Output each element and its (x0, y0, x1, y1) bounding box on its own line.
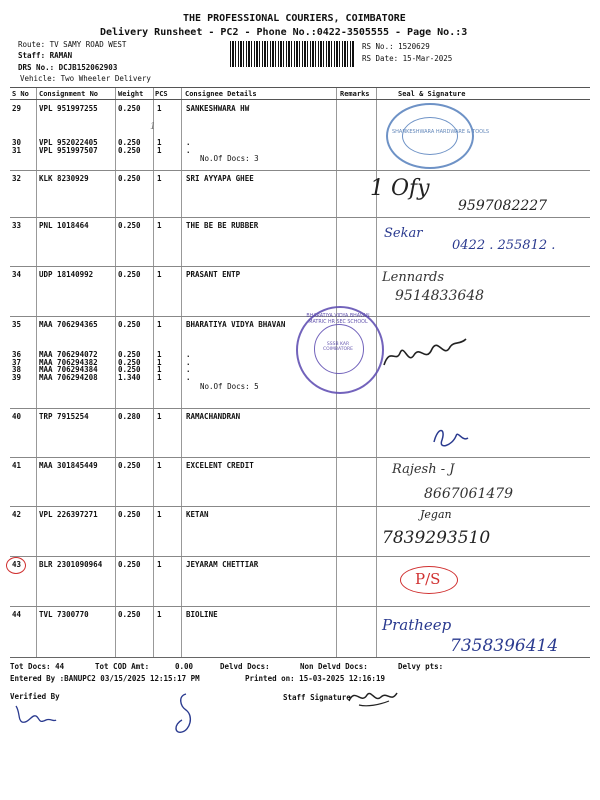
cell-cons: MAA 706294072 (39, 349, 98, 359)
cell-sno: 30 (12, 137, 22, 147)
cell-cons: VPL 952022405 (39, 137, 98, 147)
cell-pcs: 1 (157, 412, 162, 421)
cell-wt: 0.250 (118, 174, 141, 183)
cell-sno: 39 (12, 373, 22, 383)
cell-sno: 31 (12, 145, 22, 155)
footer-printed-on: Printed on: 15-03-2025 12:16:19 (245, 674, 385, 683)
handwritten-signature-40 (428, 422, 472, 452)
cell-cons: UDP 18140992 (39, 270, 94, 279)
cell-sno: 40 (12, 412, 22, 421)
cell-wt: 0.250 (118, 560, 141, 569)
handwritten-signature-35 (382, 335, 472, 375)
handwritten-phone-44: 7358396414 (450, 636, 559, 656)
col-divider (36, 88, 37, 658)
row-divider (10, 457, 590, 458)
cell-sno: 36 (12, 349, 22, 359)
drs-number: DRS No.: DCJB152062903 (18, 63, 118, 72)
cell-pcs: 1 (157, 145, 162, 155)
row-divider (10, 170, 590, 171)
handwritten-name-41: Rajesh - J (392, 462, 455, 477)
seal-stamp-sankeshwara: SHANKESHWARA HARDWARE & TOOLS (386, 103, 474, 169)
cell-cons: BLR 2301090964 (39, 560, 103, 569)
cell-wt: 0.250 (118, 137, 141, 147)
cell-sno: 34 (12, 270, 22, 279)
cell-pcs: 1 (157, 137, 162, 147)
handwritten-phone-32: 9597082227 (458, 198, 548, 214)
cell-pcs: 1 (157, 320, 162, 329)
col-divider (181, 88, 182, 658)
header-top-rule (10, 87, 590, 88)
cell-sno: 35 (12, 320, 22, 329)
cell-pcs: 1 (157, 560, 162, 569)
cell-sno: 41 (12, 461, 22, 470)
cell-cons: VPL 951997255 (39, 104, 98, 113)
cell-det: . (186, 365, 191, 375)
cell-cons: MAA 301845449 (39, 461, 98, 470)
cell-wt: 1.340 (118, 373, 141, 383)
cell-wt: 0.250 (118, 357, 141, 367)
col-header-seal: Seal & Signature (398, 90, 466, 98)
cell-det: THE BE BE RUBBER (186, 221, 259, 230)
row-divider (10, 217, 590, 218)
cell-pcs: 1 (157, 221, 162, 230)
cell-det: RAMACHANDRAN (186, 412, 241, 421)
route-label: Route: TV SAMY ROAD WEST (18, 40, 127, 49)
cell-cons: MAA 706294365 (39, 320, 98, 329)
cell-sno: 43 (12, 560, 22, 569)
runsheet-subtitle: Delivery Runsheet - PC2 - Phone No.:0422-3505555 - Page No.:3 (100, 27, 468, 38)
cell-cons: TRP 7915254 (39, 412, 89, 421)
cell-cons: MAA 706294382 (39, 357, 98, 367)
footer-tot-docs: Tot Docs: 44 (10, 662, 65, 671)
cell-det: SRI AYYAPA GHEE (186, 174, 254, 183)
col-divider (153, 88, 154, 658)
cell-wt: 0.250 (118, 610, 141, 619)
cell-pcs: 1 (157, 357, 162, 367)
cell-pcs: 1 (157, 365, 162, 375)
handwritten-signature-32: 1 Ofy (370, 176, 430, 201)
handwritten-name-42: Jegan (420, 508, 452, 521)
footer-delvd: Delvd Docs: (220, 662, 270, 671)
cell-wt: 0.250 (118, 270, 141, 279)
cell-cons: VPL 226397271 (39, 510, 98, 519)
cell-det: . (186, 145, 191, 155)
handwritten-phone-33: 0422 . 255812 . (452, 238, 556, 253)
verified-mark (168, 690, 198, 738)
footer-cod-value: 0.00 (175, 662, 194, 671)
seal-stamp-bhavan: BHARATIYA VIDYA BHAVAN MATRIC HR SEC SCHOOL SSSB KAR COIMBATORE (296, 306, 384, 394)
col-header-weight: Weight (118, 90, 144, 98)
cell-wt: 0.280 (118, 412, 141, 421)
cell-det: JEYARAM CHETTIAR (186, 560, 259, 569)
cell-det: . (186, 357, 191, 367)
cell-det: PRASANT ENTP (186, 270, 241, 279)
cell-sno: 29 (12, 104, 22, 113)
handwritten-signature-34: Lennards (382, 270, 445, 285)
cell-det: . (186, 373, 191, 383)
cell-pcs: 1 (157, 174, 162, 183)
cell-pcs: 1 (157, 373, 162, 383)
footer-staff-signature: Staff Signature (283, 693, 351, 702)
cell-cons: TVL 7300770 (39, 610, 89, 619)
cell-pcs: 1 (157, 610, 162, 619)
cell-cons: PNL 1018464 (39, 221, 89, 230)
col-header-consignment: Consignment No (39, 90, 99, 98)
cell-det: BHARATIYA VIDYA BHAVAN (186, 320, 286, 329)
cell-cons: KLK 8230929 (39, 174, 89, 183)
footer-verified-by: Verified By (10, 692, 60, 701)
cell-wt: 0.250 (118, 349, 141, 359)
col-divider (115, 88, 116, 658)
cell-det: EXCELENT CREDIT (186, 461, 254, 470)
vehicle-label: Vehicle: Two Wheeler Delivery (20, 74, 151, 83)
cell-sno: 33 (12, 221, 22, 230)
col-header-sno: S No (12, 90, 29, 98)
company-title: THE PROFESSIONAL COURIERS, COIMBATORE (183, 13, 406, 24)
docs-count: No.Of Docs: 5 (200, 382, 259, 391)
rs-number: RS No.: 1520629 (362, 42, 430, 51)
staff-label: Staff: RAMAN (18, 51, 73, 60)
row-divider (10, 506, 590, 507)
row-divider (10, 408, 590, 409)
cell-wt: 0.250 (118, 145, 141, 155)
col-header-pcs: PCS (155, 90, 168, 98)
cell-cons: MAA 706294208 (39, 373, 98, 383)
row-divider (10, 606, 590, 607)
docs-count: No.Of Docs: 3 (200, 154, 259, 164)
row-43-circle (6, 557, 26, 574)
handwritten-name-44: Pratheep (382, 616, 452, 634)
handwritten-ps: P/S (415, 570, 441, 588)
ps-circle (400, 566, 458, 594)
cell-det: . (186, 349, 191, 359)
cell-cons: VPL 951997507 (39, 145, 98, 155)
rs-date: RS Date: 15-Mar-2025 (362, 54, 453, 63)
handwritten-phone-42: 7839293510 (382, 528, 491, 548)
footer-tot-cod: Tot COD Amt: (95, 662, 150, 671)
cell-wt: 0.250 (118, 221, 141, 230)
cell-pcs: 1 (157, 510, 162, 519)
cell-sno: 42 (12, 510, 22, 519)
cell-wt: 0.250 (118, 320, 141, 329)
cell-det: . (186, 137, 191, 147)
cell-pcs: 1 (157, 349, 162, 359)
footer-delvy-pts: Delvy pts: (398, 662, 444, 671)
col-header-remarks: Remarks (340, 90, 370, 98)
cell-sno: 37 (12, 357, 22, 367)
col-header-consignee: Consignee Details (185, 90, 257, 98)
cell-sno: 32 (12, 174, 22, 183)
cell-det: SANKESHWARA HW (186, 104, 250, 113)
cell-pcs: 1 (157, 461, 162, 470)
handwritten-signature-33: Sekar (384, 226, 423, 241)
cell-wt: 0.250 (118, 365, 141, 375)
header-bottom-rule (10, 99, 590, 100)
handwritten-pcs-mark: 1 (150, 122, 156, 132)
cell-wt: 0.250 (118, 461, 141, 470)
row-divider (10, 556, 590, 557)
handwritten-phone-34: 9514833648 (395, 288, 485, 304)
barcode (230, 41, 355, 67)
row-divider (10, 266, 590, 267)
cell-det: BIOLINE (186, 610, 218, 619)
cell-det: KETAN (186, 510, 209, 519)
footer-entered-by: Entered By :BANUPC2 03/15/2025 12:15:17 PM (10, 674, 200, 683)
row-divider (10, 657, 590, 658)
cell-wt: 0.250 (118, 104, 141, 113)
footer-non-delvd: Non Delvd Docs: (300, 662, 368, 671)
cell-pcs: 1 (157, 270, 162, 279)
cell-sno: 44 (12, 610, 22, 619)
cell-sno: 38 (12, 365, 22, 375)
handwritten-phone-41: 8667061479 (424, 486, 514, 502)
cell-wt: 0.250 (118, 510, 141, 519)
cell-cons: MAA 706294384 (39, 365, 98, 375)
staff-signature-mark (345, 683, 401, 709)
verified-signature (10, 702, 60, 728)
cell-pcs: 1 (157, 104, 162, 113)
